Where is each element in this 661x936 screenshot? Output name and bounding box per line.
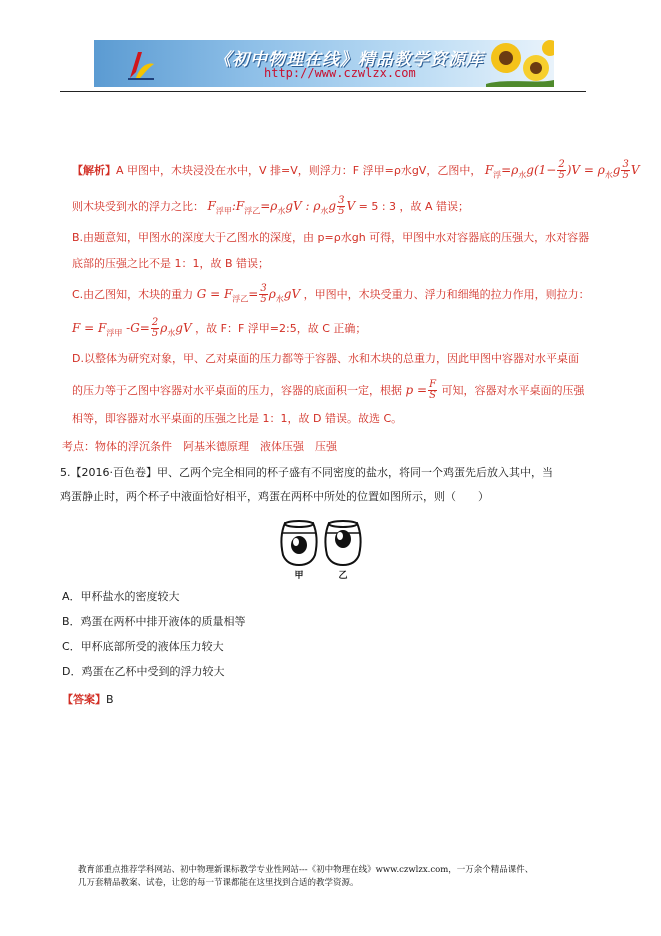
option-c[interactable]: C．甲杯底部所受的液体压力较大 — [62, 640, 224, 653]
formula-gravity: $G = F_{浮乙}=$ $\frac{3}{5}$ $\rho_水gV$ — [196, 283, 301, 305]
answer-line — [62, 693, 114, 707]
answer-value: B — [106, 693, 114, 706]
header-divider — [60, 91, 586, 92]
formula-tension: $F = F_{浮甲}$ -G= $\frac{2}{5}$ $\rho_水gV$ — [72, 317, 192, 339]
site-logo-icon — [124, 48, 158, 82]
analysis-line-8 — [72, 380, 585, 401]
cup-yi — [325, 521, 360, 565]
sunflower-icon — [486, 40, 554, 87]
question-line-2: 鸡蛋静止时，两个杯子中液面恰好相平，鸡蛋在两杯中所处的位置如图所示，则（ ） — [60, 490, 489, 503]
cup-jia — [281, 521, 316, 565]
footer-line-1: 教育部重点推荐学科网站、初中物理新课标教学专业性网站---《初中物理在线》www.czwlzx.com，一万余个精品课件、 — [78, 865, 534, 875]
question-line-1 — [60, 466, 553, 480]
header-banner — [94, 40, 554, 87]
answer-tag: 【答案】 — [62, 693, 106, 706]
question-source: 【2016·百色卷】 — [70, 466, 157, 479]
question-text: 甲、乙两个完全相同的杯子盛有不同密度的盐水，将同一个鸡蛋先后放入其中，当 — [157, 466, 553, 479]
analysis-text: V 排=V，则浮力：F 浮甲=ρ水gV，乙图中， — [259, 164, 482, 177]
banner-url[interactable]: http://www.czwlzx.com — [264, 66, 416, 80]
analysis-line-9: 相等，即容器对水平桌面的压强之比是 1：1，故 D 错误。故选 C。 — [72, 412, 403, 425]
keypoints: 考点：物体的浮沉条件 阿基米德原理 液体压强 压强 — [62, 440, 337, 453]
option-d[interactable]: D．鸡蛋在乙杯中受到的浮力较大 — [62, 665, 225, 678]
analysis-text: ，甲图中，木块受重力、浮力和细绳的拉力作用，则拉力： — [303, 288, 590, 301]
analysis-text: C.由乙图知，木块的重力 — [72, 288, 194, 301]
analysis-text: ，故 F：F 浮甲=2:5，故 C 正确； — [195, 322, 367, 335]
option-a[interactable]: A．甲杯盐水的密度较大 — [62, 590, 180, 603]
analysis-tag: 【解析】 — [72, 164, 116, 177]
cups-figure — [277, 517, 367, 581]
formula-pressure: p = $\frac{F}{S}$ — [405, 379, 437, 401]
banner-title: 《初中物理在线》精品教学资源库 — [214, 50, 484, 70]
formula-f-buoyancy-yi: $F_浮=\rho_水g(1-$ $\frac{2}{5}$ )$V = \rho_水g$ $\frac{3}{5}$ V — [484, 159, 640, 181]
footer-line-2: 几万套精品教案、试卷，让您的每一节课都能在这里找到合适的教学资源。 — [78, 878, 359, 888]
cup-label-jia: 甲 — [294, 571, 304, 581]
analysis-line-6 — [72, 318, 366, 340]
analysis-text: 可知，容器对水平桌面的压强 — [441, 384, 585, 397]
analysis-line-3: B.由题意知，甲图水的深度大于乙图水的深度，由 p=ρ水gh 可得，甲图中水对容器底的压强大，水对容器 — [72, 231, 590, 244]
cup-label-yi: 乙 — [338, 571, 348, 581]
egg-yi-icon — [335, 530, 351, 548]
analysis-text: A 甲图中，木块浸没在水中， — [116, 164, 260, 177]
analysis-text: 则木块受到水的浮力之比： — [72, 200, 204, 213]
analysis-line-1 — [72, 160, 640, 182]
option-b[interactable]: B．鸡蛋在两杯中排开液体的质量相等 — [62, 615, 246, 628]
analysis-line-2 — [72, 196, 469, 218]
question-number: 5. — [60, 466, 71, 479]
analysis-line-5 — [72, 284, 590, 306]
egg-jia-icon — [291, 536, 307, 554]
analysis-text: = 5 : 3 ，故 A 错误； — [358, 200, 470, 213]
analysis-line-7: D.以整体为研究对象，甲、乙对桌面的压力都等于容器、水和木块的总重力，因此甲图中容器对水平桌面 — [72, 352, 579, 365]
formula-ratio: $F_{浮甲}:F_{浮乙}=\rho_水gV$ : $\rho_水g$ $\frac{3}{5}$ V — [207, 195, 356, 217]
watermark — [400, 151, 661, 409]
analysis-line-4: 底部的压强之比不是 1：1，故 B 错误； — [72, 257, 270, 270]
analysis-text: 的压力等于乙图中容器对水平桌面的压力，容器的底面积一定，根据 — [72, 384, 402, 397]
